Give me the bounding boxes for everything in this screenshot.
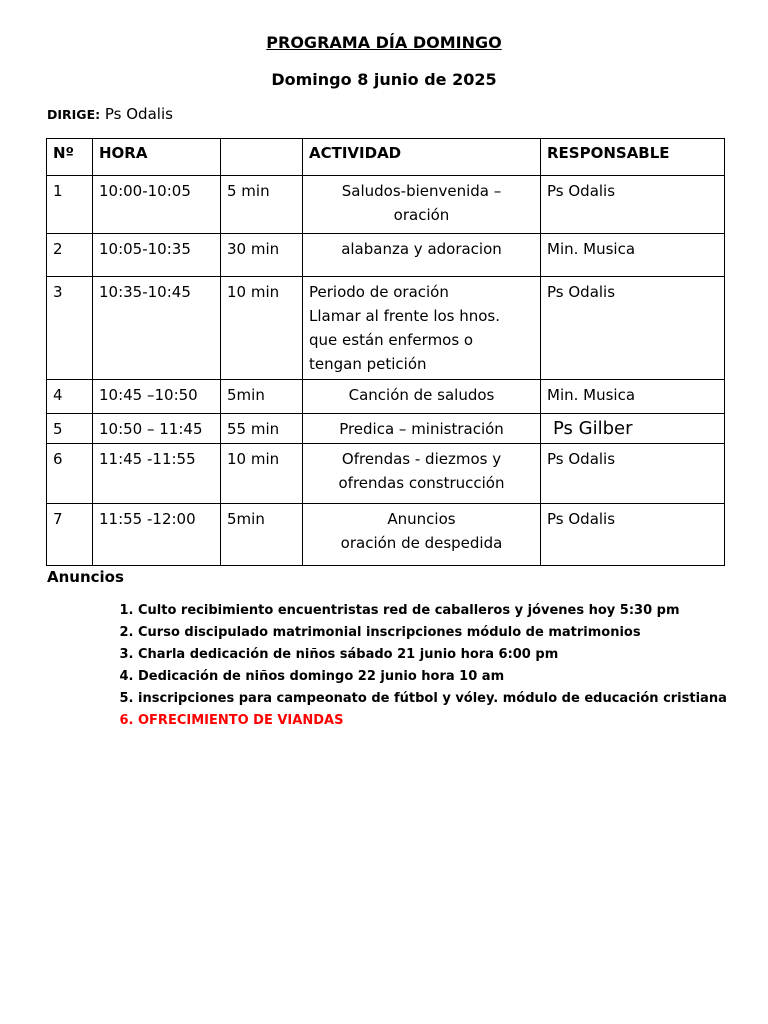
table-row [47,414,725,444]
row-number: 7 [47,504,93,566]
list-item: 1. Culto recibimiento encuentristas red de caballeros y jóvenes hoy 5:30 pm [138,600,758,622]
row-number: 3 [47,277,93,380]
row-number: 6 [47,444,93,504]
row-responsable: Min. Musica [541,380,725,414]
table-row [47,504,725,566]
row-hora: 11:55 -12:00 [93,504,221,566]
table-row [47,234,725,277]
row-responsable: Ps Odalis [541,504,725,566]
page-date: Domingo 8 junio de 2025 [271,70,497,89]
table-row [47,444,725,504]
list-item: 3. Charla dedicación de niños sábado 21 junio hora 6:00 pm [138,644,758,666]
row-actividad: Anuncios oración de despedida [303,504,541,566]
row-actividad: alabanza y adoracion [303,234,541,277]
row-duration: 10 min [221,444,303,504]
row-number: 5 [47,414,93,444]
row-hora: 10:45 –10:50 [93,380,221,414]
table-row [47,380,725,414]
header-hora: HORA [93,139,221,176]
list-item: 5. inscripciones para campeonato de fútbol y vóley. módulo de educación cristiana [138,688,758,710]
row-responsable: Ps Odalis [541,277,725,380]
row-hora: 11:45 -11:55 [93,444,221,504]
row-hora: 10:35-10:45 [93,277,221,380]
row-actividad: Canción de saludos [303,380,541,414]
page-title: PROGRAMA DÍA DOMINGO [266,33,502,52]
dirige-label: DIRIGE: [47,107,101,122]
row-duration: 55 min [221,414,303,444]
table-header-row [47,139,725,176]
list-item: 2. Curso discipulado matrimonial inscripciones módulo de matrimonios [138,622,758,644]
row-actividad: Predica – ministración [303,414,541,444]
row-number: 2 [47,234,93,277]
row-duration: 30 min [221,234,303,277]
list-item: 4. Dedicación de niños domingo 22 junio hora 10 am [138,666,758,688]
row-number: 4 [47,380,93,414]
row-actividad: Periodo de oración Llamar al frente los hnos. que están enfermos o tengan petición [303,277,541,380]
row-duration: 10 min [221,277,303,380]
table-row [47,277,725,380]
header-actividad: ACTIVIDAD [303,139,541,176]
row-actividad: Saludos-bienvenida – oración [303,176,541,234]
dirige-value: Ps Odalis [104,105,173,123]
program-table [46,138,725,566]
header-number: Nº [47,139,93,176]
anuncios-list [100,600,758,732]
dirige-line [47,105,173,123]
header-duration [221,139,303,176]
row-responsable: Ps Odalis [541,176,725,234]
row-responsable: Ps Odalis [541,444,725,504]
row-actividad: Ofrendas - diezmos y ofrendas construcción [303,444,541,504]
row-number: 1 [47,176,93,234]
row-responsable: Ps Gilber [541,414,725,444]
anuncios-heading: Anuncios [47,568,124,586]
row-duration: 5 min [221,176,303,234]
row-duration: 5min [221,504,303,566]
row-hora: 10:05-10:35 [93,234,221,277]
row-responsable: Min. Musica [541,234,725,277]
list-item-highlight: 6. OFRECIMIENTO DE VIANDAS [138,710,758,732]
header-responsable: RESPONSABLE [541,139,725,176]
table-row [47,176,725,234]
row-duration: 5min [221,380,303,414]
row-hora: 10:50 – 11:45 [93,414,221,444]
row-hora: 10:00-10:05 [93,176,221,234]
